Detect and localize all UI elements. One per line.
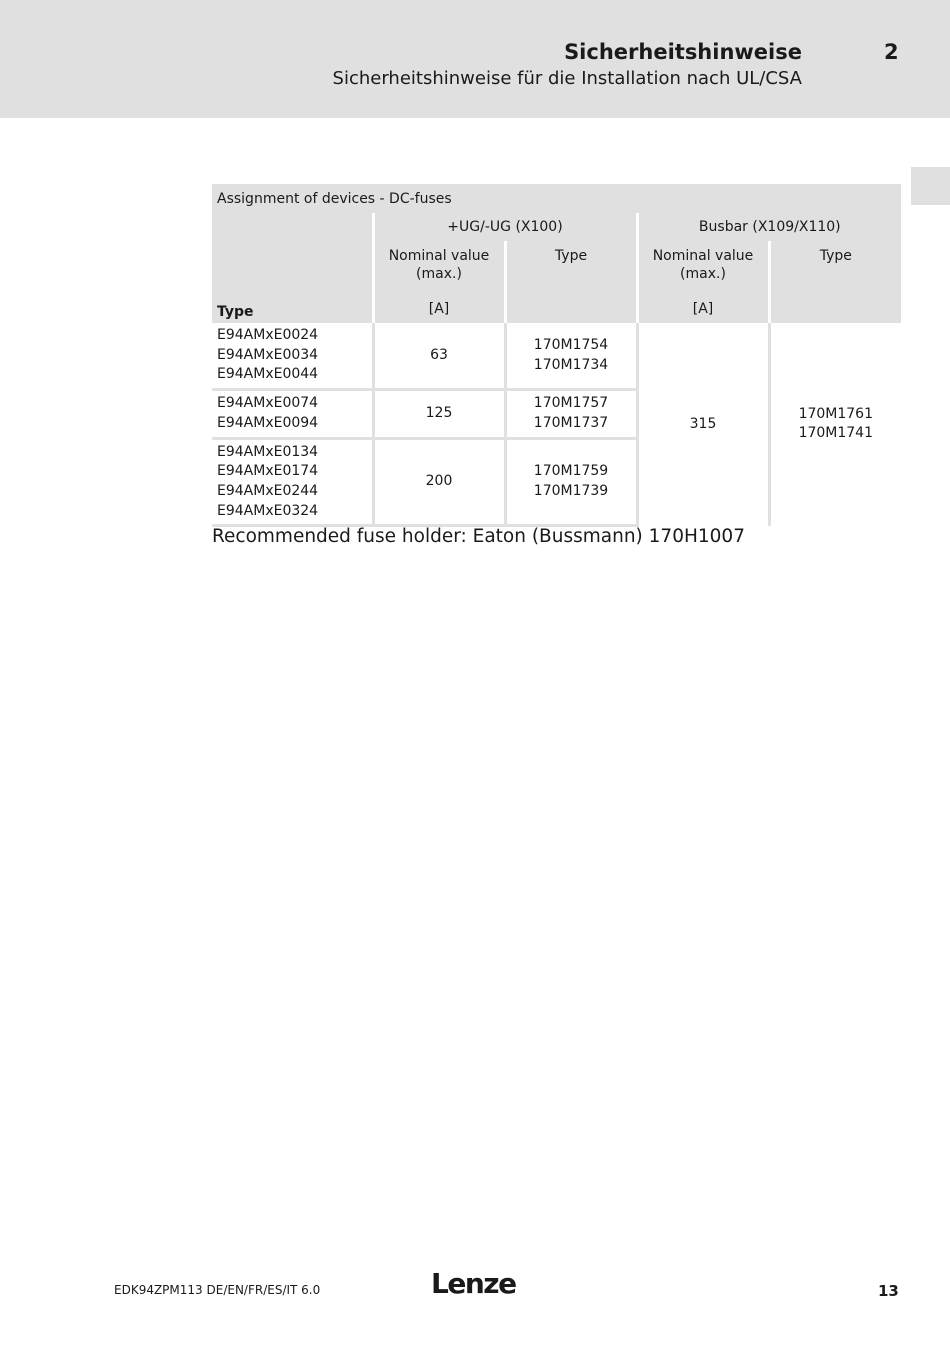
device-type: E94AMxE0134 (217, 443, 319, 460)
fuse-type: 170M1741 (798, 425, 873, 442)
device-type: E94AMxE0094 (217, 414, 319, 431)
device-type: E94AMxE0174 (217, 463, 319, 480)
device-type: E94AMxE0244 (217, 482, 319, 499)
ug-nominal-value: 200 (373, 438, 505, 526)
table-row (212, 323, 901, 390)
ug-group-header: +UG/-UG (X100) (373, 213, 637, 241)
device-type: E94AMxE0044 (217, 366, 319, 383)
section-subtitle: Sicherheitshinweise für die Installation nach UL/CSA (332, 68, 802, 89)
device-type: E94AMxE0074 (217, 395, 319, 412)
ug-fuse-types-cell (505, 323, 637, 390)
device-type: E94AMxE0034 (217, 346, 319, 363)
device-types-cell (212, 323, 373, 390)
busbar-group-header: Busbar (X109/X110) (637, 213, 901, 241)
fuse-type: 170M1757 (533, 395, 609, 412)
ug-nominal-value: 125 (373, 390, 505, 438)
device-type: E94AMxE0024 (217, 327, 319, 343)
fuse-type: 170M1737 (533, 414, 609, 431)
busbar-type-unit-cell (769, 295, 901, 323)
device-type: E94AMxE0324 (217, 502, 319, 519)
chapter-title: Sicherheitshinweise (564, 40, 802, 64)
chapter-side-tab (911, 167, 950, 205)
ug-unit-header: [A] (373, 295, 505, 323)
document-code: EDK94ZPM113 DE/EN/FR/ES/IT 6.0 (114, 1283, 321, 1297)
fuse-type: 170M1759 (533, 463, 609, 480)
device-types-cell (212, 390, 373, 438)
busbar-nominal-value: 315 (637, 323, 769, 526)
fuse-type: 170M1754 (533, 336, 609, 353)
busbar-type-header: Type (769, 241, 901, 295)
fuse-holder-note: Recommended fuse holder: Eaton (Bussmann) 170H1007 (212, 526, 745, 547)
device-types-cell (212, 438, 373, 526)
busbar-nominal-header: Nominal value (max.) (637, 241, 769, 295)
ug-type-unit-cell (505, 295, 637, 323)
busbar-fuse-types-cell (769, 323, 901, 526)
fuse-type: 170M1739 (533, 482, 609, 499)
ug-type-header: Type (505, 241, 637, 295)
ug-fuse-types-cell (505, 438, 637, 526)
type-column-header: Type (217, 304, 254, 320)
table-caption: Assignment of devices - DC-fuses (217, 190, 452, 207)
busbar-unit-header: [A] (637, 295, 769, 323)
ug-fuse-types-cell (505, 390, 637, 438)
page-header-band (0, 0, 950, 118)
fuse-type: 170M1734 (533, 356, 609, 373)
chapter-number: 2 (884, 40, 899, 64)
brand-logo: Lenze (431, 1267, 516, 1300)
ug-nominal-header: Nominal value (max.) (373, 241, 505, 295)
dc-fuse-assignment-table (212, 184, 901, 527)
page-number: 13 (878, 1282, 899, 1300)
fuse-type: 170M1761 (798, 405, 873, 422)
ug-nominal-value: 63 (373, 323, 505, 390)
